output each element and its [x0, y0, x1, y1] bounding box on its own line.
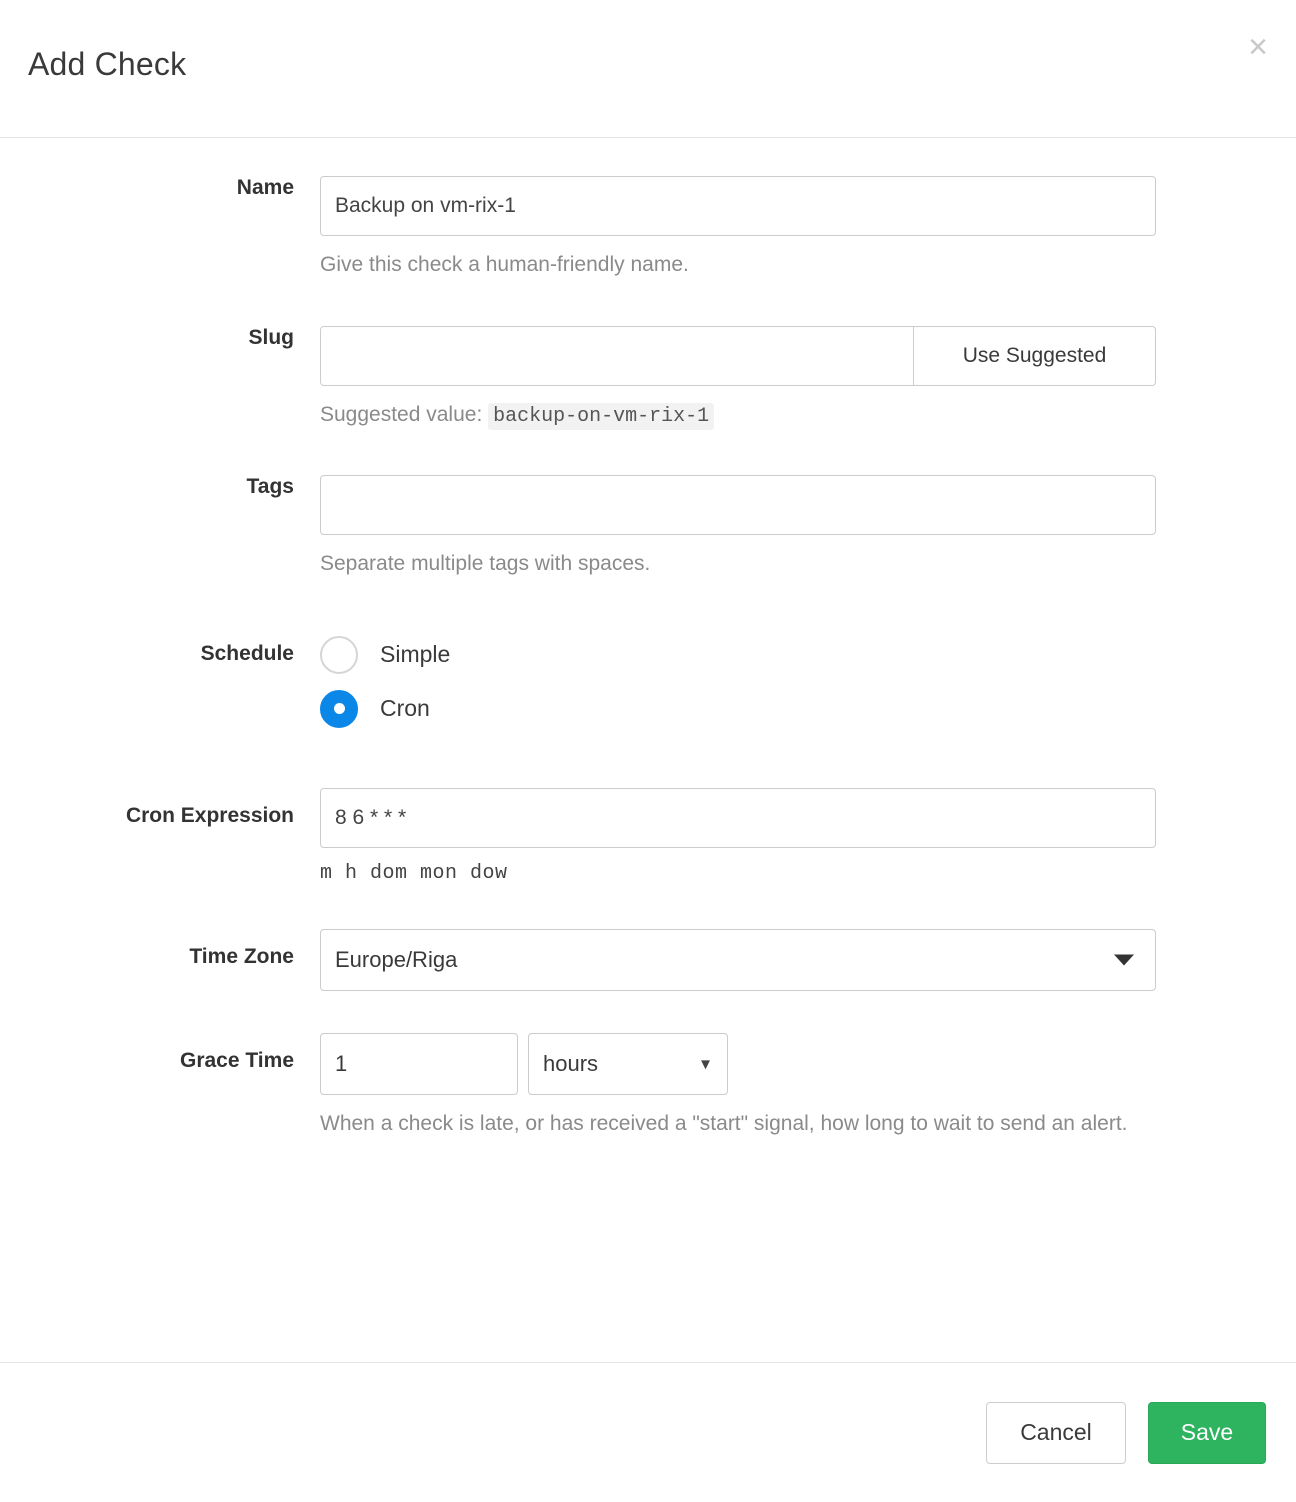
save-button[interactable]: Save — [1148, 1402, 1266, 1464]
timezone-field-wrap — [320, 929, 1156, 991]
tags-field-wrap — [320, 475, 1156, 579]
use-suggested-button[interactable]: Use Suggested — [914, 326, 1156, 386]
name-field-wrap — [320, 176, 1156, 280]
timezone-label: Time Zone — [189, 944, 294, 968]
dialog-footer — [0, 1362, 1296, 1502]
schedule-label: Schedule — [200, 641, 294, 665]
close-icon[interactable]: × — [1248, 28, 1268, 66]
slug-help — [320, 400, 1156, 431]
field-row-slug — [0, 326, 1296, 431]
schedule-option-cron-label: Cron — [380, 695, 430, 722]
tags-help: Separate multiple tags with spaces. — [320, 552, 651, 576]
grace-inputs — [320, 1033, 1156, 1095]
slug-input-group — [320, 326, 1156, 386]
slug-input[interactable] — [320, 326, 914, 386]
schedule-option-cron[interactable] — [320, 690, 1156, 728]
slug-field-wrap — [320, 326, 1156, 431]
field-row-tags — [0, 475, 1296, 579]
dialog-body — [0, 138, 1296, 1362]
field-row-schedule — [0, 636, 1296, 744]
slug-suggested-value: backup-on-vm-rix-1 — [488, 403, 714, 430]
name-label: Name — [236, 176, 294, 199]
schedule-field-wrap — [320, 636, 1156, 744]
slug-help-prefix: Suggested value: — [320, 403, 483, 427]
cron-label: Cron Expression — [125, 803, 294, 827]
schedule-option-simple-label: Simple — [380, 641, 451, 668]
cron-expression-input[interactable] — [320, 788, 1156, 848]
timezone-select[interactable] — [320, 929, 1156, 991]
grace-unit-wrap — [528, 1033, 728, 1095]
cancel-button[interactable]: Cancel — [986, 1402, 1126, 1464]
name-input[interactable] — [320, 176, 1156, 236]
tags-input[interactable] — [320, 475, 1156, 535]
field-row-grace — [0, 1033, 1296, 1139]
cron-field-wrap — [320, 788, 1156, 885]
page-title: Add Check — [28, 46, 187, 82]
slug-label: Slug — [248, 326, 294, 350]
tags-label: Tags — [246, 475, 294, 499]
field-row-cron — [0, 788, 1296, 885]
schedule-option-simple[interactable] — [320, 636, 1156, 674]
field-row-name — [0, 176, 1296, 280]
field-row-timezone — [0, 929, 1296, 991]
grace-help: When a check is late, or has received a "start" signal, how long to wait to send an alert. — [320, 1111, 1128, 1135]
chevron-down-icon: ▾ — [700, 1053, 710, 1074]
grace-unit-select[interactable] — [528, 1033, 728, 1095]
timezone-select-wrap — [320, 929, 1156, 991]
grace-value-input[interactable] — [320, 1033, 518, 1095]
radio-simple-icon[interactable] — [320, 636, 358, 674]
dialog-header — [0, 0, 1296, 138]
grace-field-wrap — [320, 1033, 1156, 1139]
radio-cron-icon[interactable] — [320, 690, 358, 728]
grace-label: Grace Time — [179, 1048, 294, 1072]
cron-hint: m h dom mon dow — [320, 861, 508, 885]
name-help: Give this check a human-friendly name. — [320, 253, 689, 276]
